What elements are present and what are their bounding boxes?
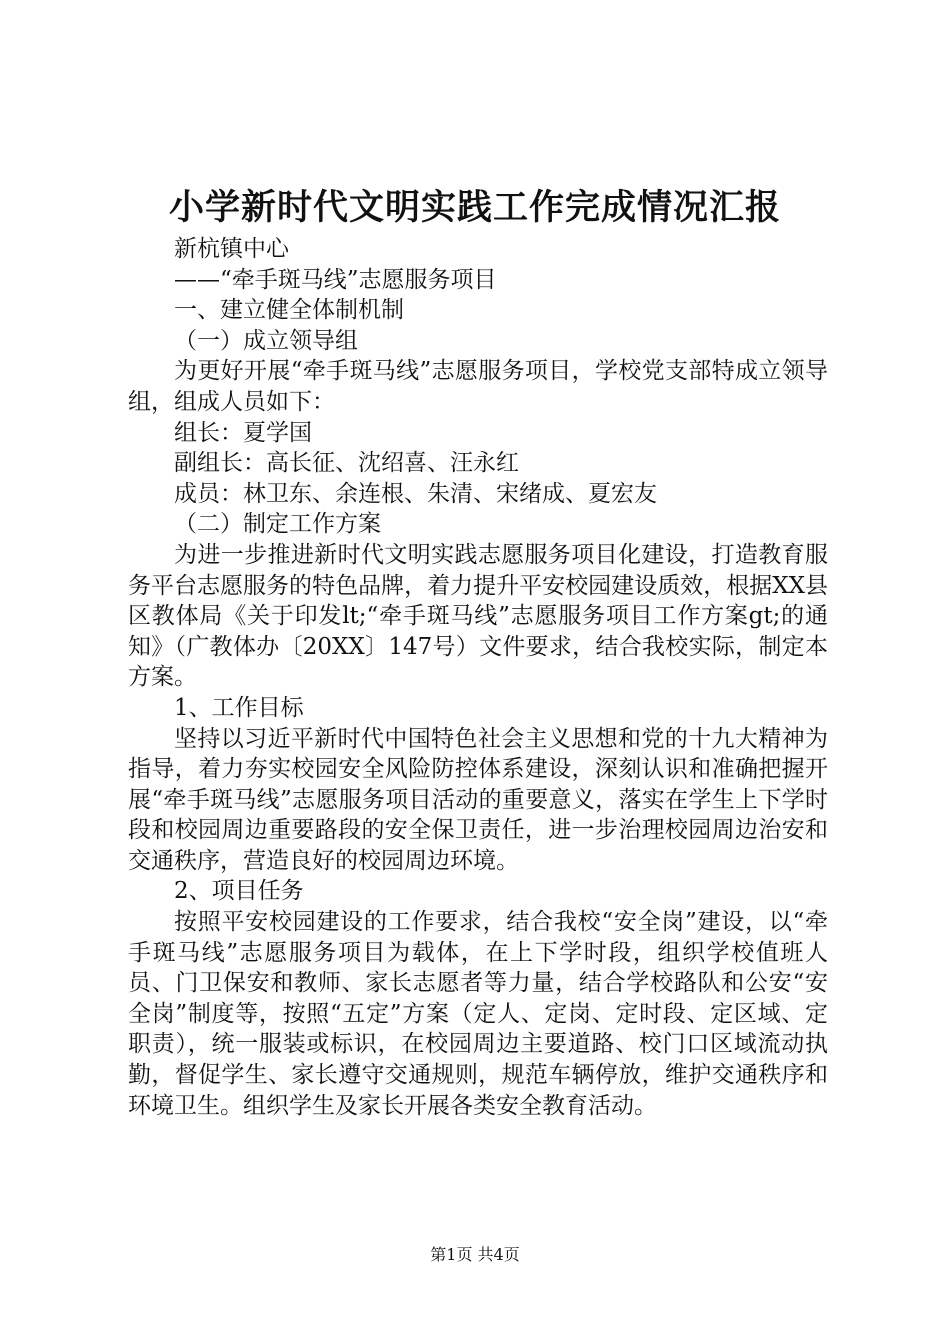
page-footer: 第1页 共4页: [430, 1245, 520, 1264]
paragraph-work-goal: 坚持以习近平新时代中国特色社会主义思想和党的十九大精神为指导，着力夯实校园安全风险防控体系建设，深刻认识和准确把握开展“牵手斑马线”志愿服务项目活动的重要意义，落实在学生上下学时段和校园周边重要路段的安全保卫责任，进一步治理校园周边治安和交通秩序，营造良好的校园周边环境。: [128, 725, 828, 874]
heading-project-tasks: 2、项目任务: [174, 878, 304, 905]
paragraph-members: 成员：林卫东、余连根、朱清、宋绪成、夏宏友: [174, 480, 657, 507]
heading-subsection-2: （二）制定工作方案: [174, 511, 381, 538]
paragraph-leader: 组长：夏学国: [174, 419, 312, 446]
paragraph-project-tasks: 按照平安校园建设的工作要求，结合我校“安全岗”建设，以“牵手斑马线”志愿服务项目为载体，在上下学时段，组织学校值班人员、门卫保安和教师、家长志愿者等力量，结合学校路队和公安“安全岗”制度等，按照“五定”方案（定人、定岗、定时段、定区域、定职责），统一服装或标识，在校园周边主要道路、校门口区域流动执勤，督促学生、家长遵守交通规则，规范车辆停放，维护交通秩序和环境卫生。组织学生及家长开展各类安全教育活动。: [128, 909, 828, 1119]
paragraph-leadership-intro: 为更好开展“牵手斑马线”志愿服务项目，学校党支部特成立领导组，组成人员如下：: [128, 358, 828, 415]
heading-work-goal: 1、工作目标: [174, 694, 304, 721]
paragraph-project-name: ——“牵手斑马线”志愿服务项目: [174, 266, 497, 293]
heading-section-1: 一、建立健全体制机制: [174, 297, 404, 324]
paragraph-school: 新杭镇中心: [174, 236, 289, 262]
heading-subsection-1: （一）成立领导组: [174, 327, 358, 354]
paragraph-deputy-leaders: 副组长：高长征、沈绍喜、汪永红: [174, 450, 519, 477]
document-body: [128, 234, 828, 1121]
paragraph-work-plan: 为进一步推进新时代文明实践志愿服务项目化建设，打造教育服务平台志愿服务的特色品牌，着力提升平安校园建设质效，根据XX县区教体局《关于印发lt;“牵手斑马线”志愿服务项目工作方案gt;的通知》（广教体办〔20XX〕147号）文件要求，结合我校实际，制定本方案。: [128, 541, 828, 691]
document-title: 小学新时代文明实践工作完成情况汇报: [168, 188, 781, 228]
